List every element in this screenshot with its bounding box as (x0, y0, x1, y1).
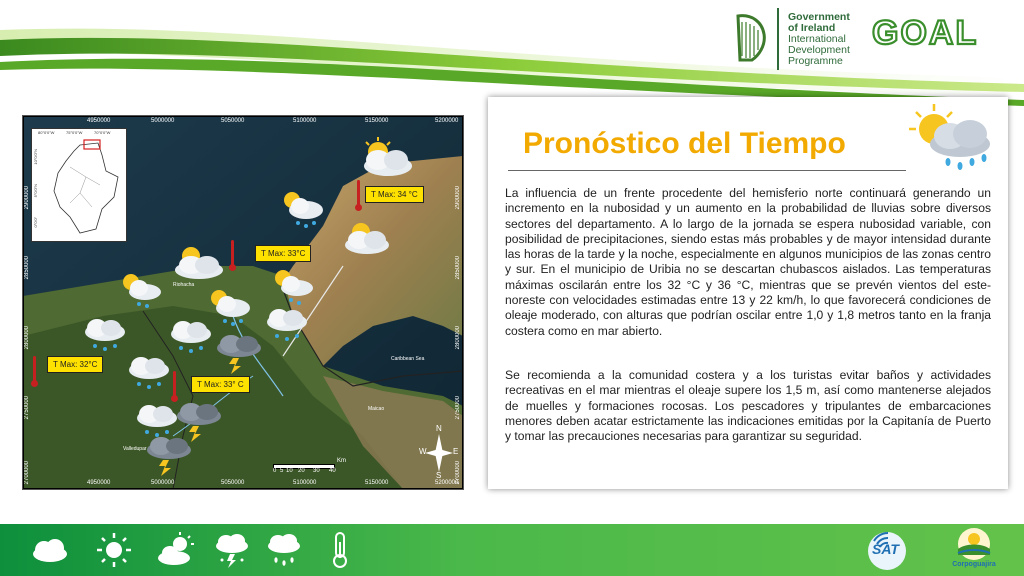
y-tick: 2850000 (455, 256, 461, 280)
partly-cloudy-icon (163, 244, 227, 282)
y-tick: 2800000 (24, 326, 30, 350)
thermometer-icon (357, 180, 360, 208)
inset-locator-map (31, 128, 127, 242)
scale-value: 0 (273, 468, 277, 474)
compass-rose-icon (425, 434, 453, 472)
rain-icon (264, 532, 304, 568)
scale-value: 30 (313, 468, 320, 474)
corpoguajira-logo (946, 527, 1002, 573)
forecast-paragraph: La influencia de un frente procedente del hemisferio norte continuará generando un incremento en la nubosidad y un aumento en la probabilidad de lluvias sobre diversos sectores del departamento. A lo largo de la jornada se espera nubosidad variable, con posibilidad de precipitaciones, siendo estas más probables y de mayor intensidad durante las horas de la tarde y la noche, especialmente en algunos municipios de las zonas centro y sur. En el municipio de Uribia no se descartan chubascos aislados. Las temperaturas máximas oscilarán entre los 32 °C y 36 °C, mientras que se prevén vientos del este-noreste con velocidades estimadas entre 13 y 22 km/h, lo que favorecerá condiciones de oleaje moderado, con alturas que podrían oscilar entre 1,0 y 1,8 metros tanto en la franja costera como en mar abierto. (505, 186, 991, 338)
x-tick: 5150000 (365, 480, 389, 486)
thunderstorm-icon (139, 434, 195, 476)
corpoguajira-emblem-icon (954, 527, 994, 561)
goal-logo-text: GOAL (872, 14, 979, 52)
scale-unit: Km (337, 458, 346, 464)
government-of-ireland-logo (730, 8, 855, 70)
tmax-label: T Max: 33°C (255, 245, 311, 262)
x-tick: 4950000 (87, 480, 111, 486)
footer-bar (0, 524, 1024, 576)
compass-n: N (436, 424, 442, 433)
y-tick: 2850000 (24, 256, 30, 280)
harp-icon (730, 12, 770, 64)
thermometer-icon (231, 240, 234, 268)
inset-x-tick: 75°0'0"W (66, 130, 83, 135)
sat-logo-text: SAT (872, 541, 899, 557)
inset-y-tick: 10°0'0"N (33, 149, 38, 165)
rain-icon (271, 266, 317, 308)
y-tick: 2700000 (24, 461, 30, 485)
rain-icon (119, 270, 165, 310)
x-tick: 5150000 (365, 118, 389, 124)
x-tick: 5000000 (151, 118, 175, 124)
x-tick: 5200000 (435, 118, 459, 124)
compass-w: W (419, 447, 427, 456)
partly-cloudy-icon (348, 136, 416, 178)
x-tick: 5100000 (293, 480, 317, 486)
sat-logo (866, 529, 908, 573)
rain-icon (259, 304, 311, 344)
title-underline (508, 170, 906, 171)
colombia-outline (40, 137, 124, 237)
x-tick: 5000000 (151, 480, 175, 486)
x-tick: 5050000 (221, 480, 245, 486)
forecast-panel (488, 97, 1008, 489)
logo-divider (777, 8, 779, 70)
compass-s: S (436, 471, 442, 480)
y-tick: 2700000 (455, 461, 461, 485)
y-tick: 2750000 (455, 396, 461, 420)
scale-value: 10 (286, 468, 293, 474)
place-label: Maicao (368, 406, 385, 412)
place-label: Valledupar (123, 446, 147, 452)
inset-x-tick: 70°0'0"W (94, 130, 111, 135)
inset-y-tick: 5°0'0"N (33, 184, 38, 198)
rain-icon (163, 316, 215, 356)
cloud-icon (30, 532, 70, 568)
place-label: Riohacha (173, 282, 195, 288)
thermometer-icon (33, 356, 36, 384)
thunderstorm-icon (209, 332, 265, 374)
thermometer-icon (320, 532, 360, 568)
gov-line-2: of Ireland (788, 22, 836, 34)
rain-icon (77, 314, 129, 354)
corpoguajira-logo-text: Corpoguajira (952, 561, 996, 568)
thermometer-icon (173, 371, 176, 399)
tmax-label: T Max: 32°C (47, 356, 103, 373)
recommendation-paragraph: Se recomienda a la comunidad costera y a los turistas evitar baños y actividades recreativas en el mar mientras el oleaje supere los 1,5 m, así como mantenerse alejados de muelles y formaciones rocosas. Los pescadores y tripulantes de embarcaciones menores deben acatar estrictamente las indicaciones emitidas por la Capitanía de Puerto y tomar las precauciones necesarias para garantizar su seguridad. (505, 368, 991, 444)
gov-line-3: International (788, 33, 846, 45)
y-tick: 2900000 (24, 186, 30, 210)
thunderstorm-icon (212, 532, 252, 568)
scale-value: 40 (329, 468, 336, 474)
partly-cloudy-icon (335, 220, 393, 256)
y-tick: 2750000 (24, 396, 30, 420)
goal-logo (872, 12, 988, 52)
header-swoosh (0, 0, 1024, 110)
gov-line-1: Government (788, 11, 850, 23)
x-tick: 5200000 (435, 480, 459, 486)
place-label: Caribbean Sea (391, 356, 425, 362)
inset-x-tick: 80°0'0"W (38, 130, 55, 135)
tmax-label: T Max: 33° C (191, 376, 250, 393)
compass-e: E (453, 447, 459, 456)
tmax-label: T Max: 34 °C (365, 186, 424, 203)
x-tick: 4950000 (87, 118, 111, 124)
partly-cloudy-icon (156, 532, 196, 568)
gov-line-4: Development (788, 44, 850, 56)
x-tick: 5100000 (293, 118, 317, 124)
scale-value: 5 (280, 468, 284, 474)
sun-icon (94, 532, 134, 568)
scale-bar (273, 458, 357, 482)
x-tick: 5050000 (221, 118, 245, 124)
inset-y-tick: 0°0'0" (33, 217, 38, 228)
rain-icon (278, 188, 326, 232)
sun-rain-cloud-icon (904, 102, 1000, 172)
scale-value: 20 (298, 468, 305, 474)
y-tick: 2800000 (455, 326, 461, 350)
rain-icon (121, 352, 173, 392)
gov-text (788, 12, 850, 67)
page-title: Pronóstico del Tiempo (523, 127, 846, 160)
gov-line-5: Programme (788, 55, 843, 67)
y-tick: 2900000 (455, 186, 461, 210)
forecast-map (22, 115, 464, 490)
